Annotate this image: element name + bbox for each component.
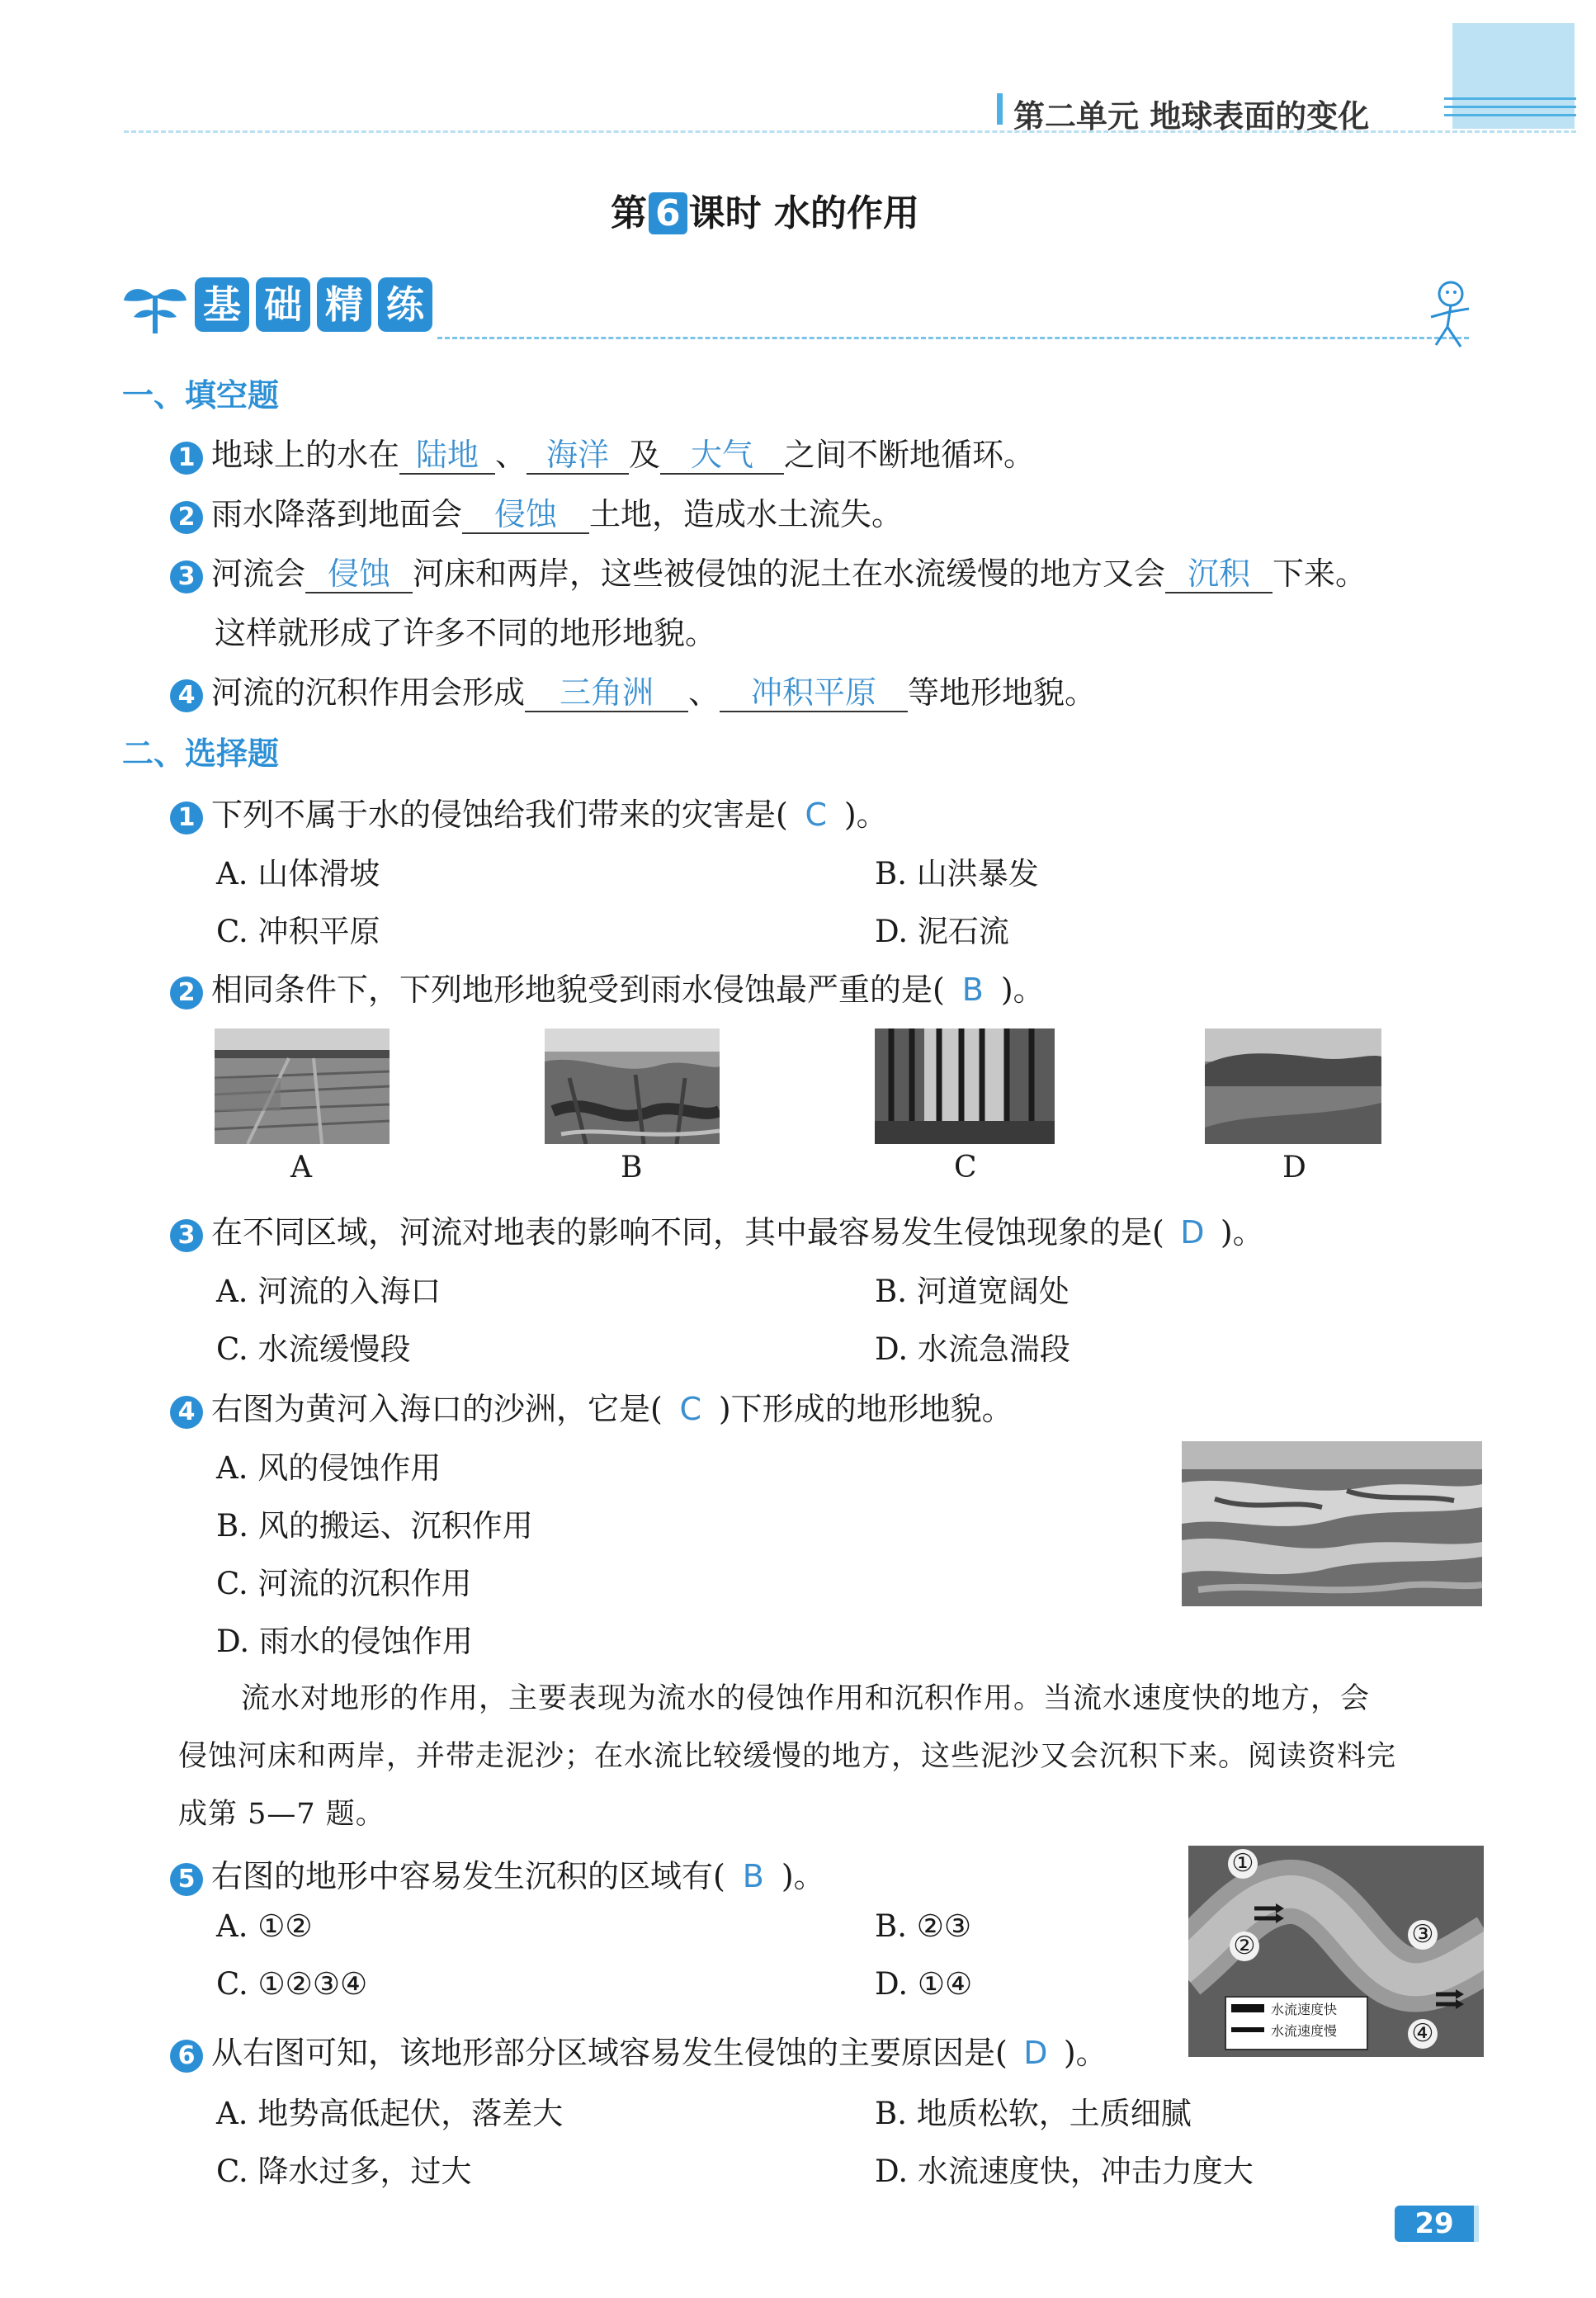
question-number: 3 xyxy=(170,1219,203,1252)
question-text: )。 xyxy=(1220,1214,1264,1251)
answer-choice[interactable]: C xyxy=(679,1391,702,1427)
sprout-icon xyxy=(122,279,188,335)
fill-question-4 xyxy=(170,667,1096,712)
answer-blank[interactable]: 三角洲 xyxy=(525,676,688,712)
question-text: 下列不属于水的侵蚀给我们带来的灾害是( xyxy=(211,797,788,833)
question-text: 下来。 xyxy=(1273,556,1367,592)
question-number: 4 xyxy=(170,679,203,712)
option-c[interactable]: C. ①②③④ xyxy=(216,1966,368,2002)
option-d[interactable]: D. 水流速度快，冲击力度大 xyxy=(875,2154,1254,2189)
header-divider xyxy=(124,130,1576,133)
legend-slow-label: 水流速度慢 xyxy=(1271,2023,1338,2039)
section-title-choice: 二、选择题 xyxy=(122,735,280,772)
choice-question-6 xyxy=(170,2027,1107,2073)
option-c[interactable]: C. 水流缓慢段 xyxy=(216,1331,411,1367)
question-number: 1 xyxy=(170,801,203,835)
river-bend-diagram[interactable] xyxy=(1188,1846,1484,2057)
slow-flow-arrow-icon xyxy=(1231,2027,1264,2032)
marker-4: ④ xyxy=(1408,2019,1438,2049)
question-text: )。 xyxy=(1000,972,1045,1008)
option-a[interactable]: A. ①② xyxy=(216,1908,313,1944)
page-number: 29 xyxy=(1395,2206,1474,2242)
option-d[interactable]: D. ①④ xyxy=(875,1966,973,2002)
question-text: 河流会 xyxy=(211,556,306,592)
question-text: 右图为黄河入海口的沙洲，它是( xyxy=(211,1391,663,1427)
answer-choice[interactable]: B xyxy=(742,1858,764,1894)
question-text: 、 xyxy=(688,674,720,711)
banner-char: 基 xyxy=(195,277,249,332)
answer-choice[interactable]: D xyxy=(1180,1214,1205,1251)
banner-char: 精 xyxy=(317,277,371,332)
legend-fast-label: 水流速度快 xyxy=(1271,2002,1338,2017)
choice-question-5 xyxy=(170,1851,825,1896)
question-text: 、 xyxy=(495,437,527,473)
question-text: )下形成的地形地貌。 xyxy=(718,1391,1013,1427)
answer-blank[interactable]: 海洋 xyxy=(526,438,629,475)
section-title-fill: 一、填空题 xyxy=(122,377,280,414)
fill-question-1 xyxy=(170,429,1035,475)
photo-forest[interactable] xyxy=(875,1028,1055,1144)
fill-question-2 xyxy=(170,489,903,534)
photo-river-delta[interactable] xyxy=(1182,1441,1482,1606)
question-number: 2 xyxy=(170,501,203,534)
photo-caption: C xyxy=(954,1151,977,1184)
answer-choice[interactable]: C xyxy=(805,797,828,833)
photo-eroded-land[interactable] xyxy=(545,1028,720,1144)
question-number: 2 xyxy=(170,976,203,1010)
unit-marker xyxy=(997,93,1003,125)
question-number: 1 xyxy=(170,442,203,475)
answer-blank[interactable]: 大气 xyxy=(660,438,784,475)
diagram-legend xyxy=(1225,1996,1368,2050)
page-number-tab xyxy=(1474,2206,1479,2242)
option-c[interactable]: C. 冲积平原 xyxy=(216,914,380,949)
option-d[interactable]: D. 泥石流 xyxy=(875,914,1009,949)
lesson-suffix: 课时 水的作用 xyxy=(688,192,919,234)
answer-choice[interactable]: B xyxy=(961,972,984,1008)
banner-divider xyxy=(437,337,1469,339)
question-text: )。 xyxy=(843,797,888,833)
answer-blank[interactable]: 陆地 xyxy=(399,438,495,475)
marker-3: ③ xyxy=(1408,1920,1438,1950)
running-figure-icon xyxy=(1419,279,1477,353)
question-text: 河流的沉积作用会形成 xyxy=(211,674,526,711)
marker-2: ② xyxy=(1230,1932,1259,1961)
photo-farmland[interactable] xyxy=(215,1028,390,1144)
option-b[interactable]: B. 风的搬运、沉积作用 xyxy=(216,1508,533,1544)
option-a[interactable]: A. 风的侵蚀作用 xyxy=(216,1450,441,1486)
option-c[interactable]: C. 降水过多，过大 xyxy=(216,2154,472,2189)
question-number: 3 xyxy=(170,560,203,593)
question-number: 5 xyxy=(170,1863,203,1896)
answer-blank[interactable]: 侵蚀 xyxy=(462,498,589,534)
choice-question-1 xyxy=(170,789,888,835)
question-text: 及 xyxy=(629,437,661,473)
lesson-title xyxy=(611,183,919,236)
lesson-prefix: 第 xyxy=(611,192,647,234)
option-b[interactable]: B. ②③ xyxy=(875,1908,972,1944)
option-b[interactable]: B. 山洪暴发 xyxy=(875,856,1039,891)
question-text: 土地，造成水土流失。 xyxy=(589,496,904,532)
question-text: 从右图可知，该地形部分区域容易发生侵蚀的主要原因是( xyxy=(211,2035,1008,2071)
choice-question-4 xyxy=(170,1383,1013,1429)
photo-caption: D xyxy=(1282,1151,1306,1184)
question-text: 之间不断地循环。 xyxy=(784,437,1036,473)
question-text: 雨水降落到地面会 xyxy=(211,496,463,532)
photo-grassland[interactable] xyxy=(1205,1028,1381,1144)
reading-passage-line: 侵蚀河床和两岸，并带走泥沙；在水流比较缓慢的地方，这些泥沙又会沉积下来。阅读资料完 xyxy=(178,1740,1397,1773)
question-text: )。 xyxy=(1063,2035,1107,2071)
reading-passage-line: 成第 5—7 题。 xyxy=(178,1798,385,1831)
question-text: 等地形地貌。 xyxy=(908,674,1097,711)
photo-caption: A xyxy=(290,1151,312,1184)
option-a[interactable]: A. 地势高低起伏，落差大 xyxy=(216,2096,564,2131)
unit-title: 第二单元 地球表面的变化 xyxy=(1013,98,1370,135)
header-rule xyxy=(1444,114,1576,116)
option-a[interactable]: A. 河流的入海口 xyxy=(216,1274,441,1309)
option-c[interactable]: C. 河流的沉积作用 xyxy=(216,1566,472,1601)
marker-1: ① xyxy=(1228,1849,1258,1879)
question-text: 右图的地形中容易发生沉积的区域有( xyxy=(211,1858,725,1894)
banner-char: 练 xyxy=(378,277,432,332)
banner-char: 础 xyxy=(256,277,310,332)
header-rule xyxy=(1444,106,1576,108)
choice-question-2 xyxy=(170,964,1045,1010)
fill-question-3 xyxy=(170,548,1367,593)
question-text: 河床和两岸，这些被侵蚀的泥土在水流缓慢的地方又会 xyxy=(413,556,1166,592)
answer-blank[interactable]: 冲积平原 xyxy=(720,676,908,712)
choice-question-3 xyxy=(170,1207,1264,1252)
answer-choice[interactable]: D xyxy=(1023,2035,1048,2071)
fill-question-3-line2: 这样就形成了许多不同的地形地貌。 xyxy=(215,615,717,651)
question-text: 相同条件下，下列地形地貌受到雨水侵蚀最严重的是( xyxy=(211,972,945,1008)
reading-passage-line: 流水对地形的作用，主要表现为流水的侵蚀作用和沉积作用。当流水速度快的地方，会 xyxy=(241,1682,1371,1715)
question-number: 6 xyxy=(170,2040,203,2073)
option-b[interactable]: B. 地质松软，土质细腻 xyxy=(875,2096,1192,2131)
option-d[interactable]: D. 雨水的侵蚀作用 xyxy=(216,1624,473,1659)
fast-flow-arrow-icon xyxy=(1231,2004,1264,2012)
photo-caption: B xyxy=(621,1151,643,1184)
option-a[interactable]: A. 山体滑坡 xyxy=(216,856,380,891)
question-text: 在不同区域，河流对地表的影响不同，其中最容易发生侵蚀现象的是( xyxy=(211,1214,1164,1251)
answer-blank[interactable]: 侵蚀 xyxy=(305,557,413,593)
question-text: 地球上的水在 xyxy=(211,437,400,473)
answer-blank[interactable]: 沉积 xyxy=(1165,557,1273,593)
lesson-number: 6 xyxy=(649,192,687,234)
option-b[interactable]: B. 河道宽阔处 xyxy=(875,1274,1070,1309)
header-decoration xyxy=(1452,23,1575,129)
question-number: 4 xyxy=(170,1396,203,1429)
option-d[interactable]: D. 水流急湍段 xyxy=(875,1331,1070,1367)
question-text: )。 xyxy=(781,1858,825,1894)
header-rule xyxy=(1444,97,1576,100)
